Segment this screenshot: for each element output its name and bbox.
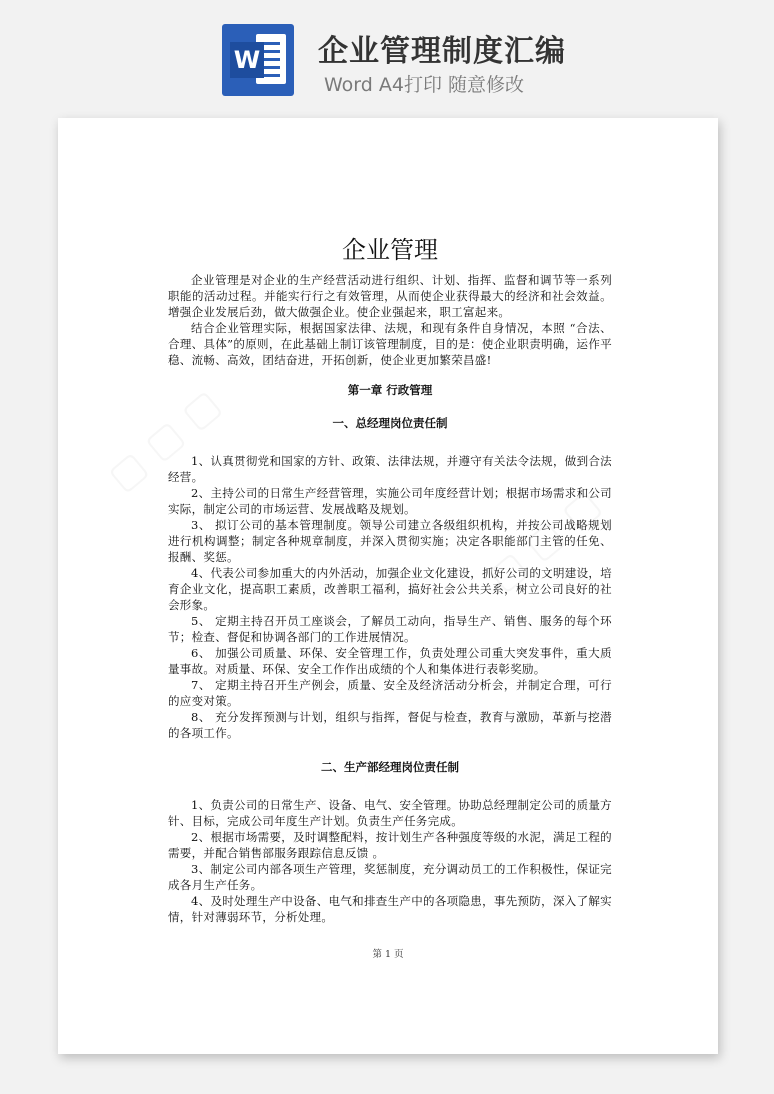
list-item: 2、主持公司的日常生产经营管理，实施公司年度经营计划；根据市场需求和公司实际，制定公司的市场运营、发展战略及规划。	[168, 486, 612, 516]
list-item: 3、 拟订公司的基本管理制度。领导公司建立各级组织机构，并按公司战略规划进行机构调整；制定各种规章制度，并深入贯彻实施；决定各职能部门主管的任免、报酬、奖惩。	[168, 518, 612, 564]
intro-paragraph: 结合企业管理实际，根据国家法律、法规，和现有条件自身情况，本照 “合法、合理、具体”的原则，在此基础上制订该管理制度，目的是：使企业职责明确，运作平稳、流畅、高效，团结奋进，开拓创新，使企业更加繁荣昌盛!	[168, 321, 612, 367]
intro-paragraph: 企业管理是对企业的生产经营活动进行组织、计划、指挥、监督和调节等一系列职能的活动过程。并能实行行之有效管理，从而使企业获得最大的经济和社会效益。增强企业发展后劲，做大做强企业。使企业强起来，职工富起来。	[168, 273, 612, 319]
word-letter-badge: W	[230, 42, 264, 78]
word-document-icon	[222, 24, 294, 96]
list-item: 6、 加强公司质量、环保、安全管理工作，负责处理公司重大突发事件，重大质量事故。对质量、环保、安全工作作出成绩的个人和集体进行表彰奖励。	[168, 646, 612, 676]
banner-title: 企业管理制度汇编	[318, 34, 566, 69]
list-item: 7、 定期主持召开生产例会，质量、安全及经济活动分析会，并制定合理，可行的应变对策。	[168, 678, 612, 708]
chapter-heading: 第一章 行政管理	[347, 383, 433, 397]
document-content	[168, 230, 612, 925]
document-title: 企业管理	[342, 236, 438, 264]
banner-subtitle: Word A4打印 随意修改	[324, 74, 525, 96]
page-number: 第 1 页	[372, 949, 404, 960]
document-page	[58, 118, 718, 1054]
list-item: 5、 定期主持召开员工座谈会，了解员工动向，指导生产、销售、服务的每个环节；检查、督促和协调各部门的工作进展情况。	[168, 614, 612, 644]
list-item: 4、代表公司参加重大的内外活动，加强企业文化建设，抓好公司的文明建设，培育企业文化，提高职工素质，改善职工福利，搞好社会公共关系，树立公司良好的社会形象。	[168, 566, 612, 612]
list-item: 1、认真贯彻党和国家的方针、政策、法律法规，并遵守有关法令法规，做到合法经营。	[168, 454, 612, 484]
list-item: 1、负责公司的日常生产、设备、电气、安全管理。协助总经理制定公司的质量方针、目标，完成公司年度生产计划。负责生产任务完成。	[168, 798, 612, 828]
header-banner	[0, 0, 774, 112]
section-heading: 二、生产部经理岗位责任制	[321, 760, 459, 774]
list-item: 3、制定公司内部各项生产管理，奖惩制度，充分调动员工的工作积极性，保证完成各月生产任务。	[168, 862, 612, 892]
list-item: 2、根据市场需要，及时调整配料，按计划生产各种强度等级的水泥，满足工程的需要，并配合销售部服务跟踪信息反馈 。	[168, 830, 612, 860]
list-item: 8、 充分发挥预测与计划，组织与指挥，督促与检查，教育与激励，革新与挖潜的各项工作。	[168, 710, 612, 740]
list-item: 4、及时处理生产中设备、电气和排查生产中的各项隐患，事先预防，深入了解实情，针对薄弱环节，分析处理。	[168, 894, 612, 924]
section-heading: 一、总经理岗位责任制	[332, 416, 448, 430]
